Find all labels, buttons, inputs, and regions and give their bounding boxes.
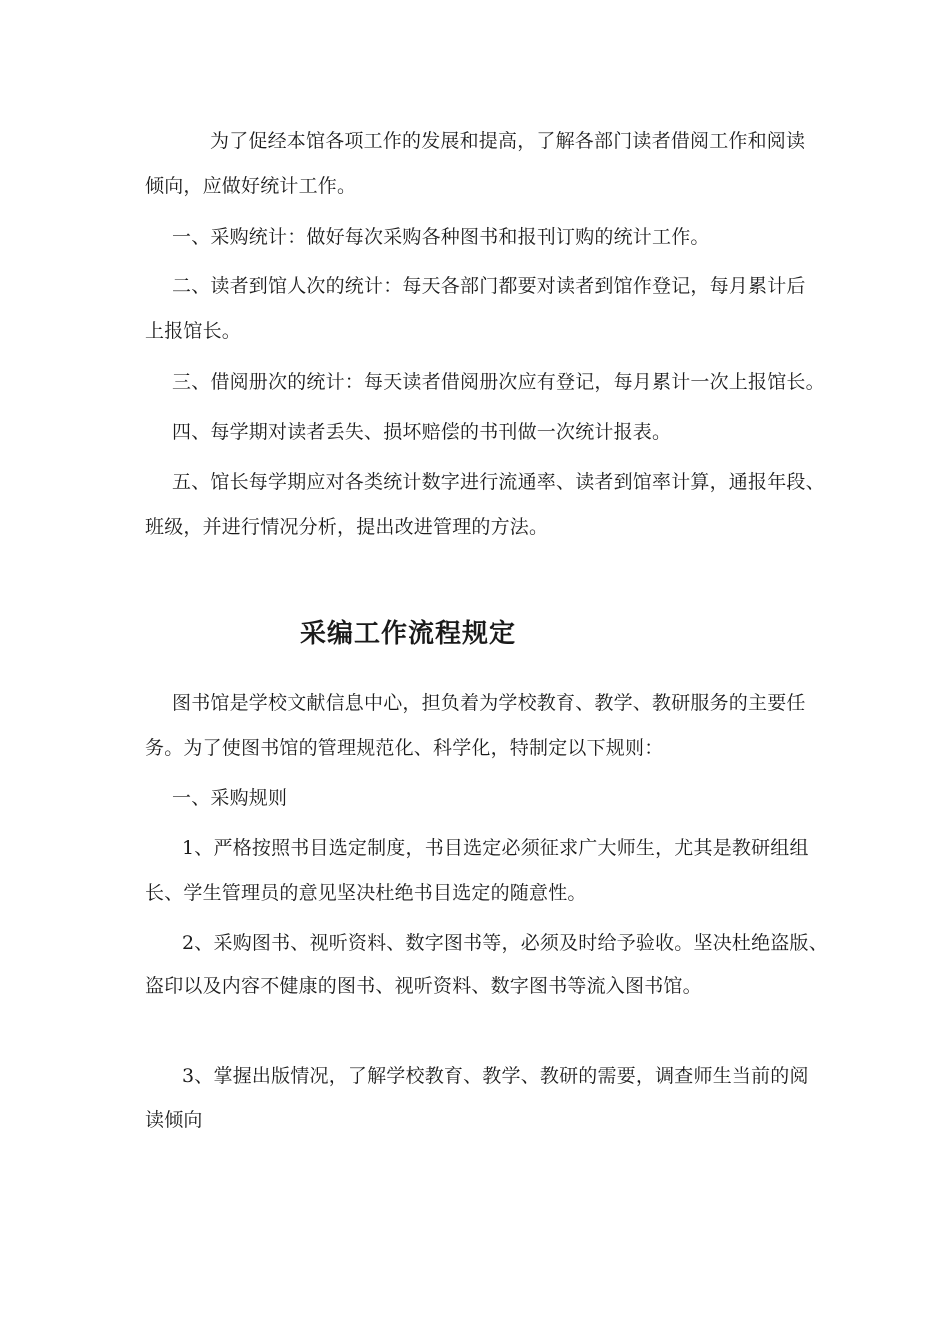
stat-item-4: 四、每学期对读者丢失、损坏赔偿的书刊做一次统计报表。 [172,421,672,443]
stat-item-1: 一、采购统计：做好每次采购各种图书和报刊订购的统计工作。 [172,226,710,248]
stat-item-3: 三、借阅册次的统计：每天读者借阅册次应有登记，每月累计一次上报馆长。 [172,371,825,393]
purchase-rules-subheading: 一、采购规则 [172,787,288,809]
stat-item-5-line-1: 五、馆长每学期应对各类统计数字进行流通率、读者到馆率计算，通报年段、 [172,471,825,493]
rule-1-line-2: 长、学生管理员的意见坚决杜绝书目选定的随意性。 [145,882,587,904]
intro-paragraph-line-1: 为了促经本馆各项工作的发展和提高，了解各部门读者借阅工作和阅读 [210,130,806,152]
section2-intro-line-1: 图书馆是学校文献信息中心，担负着为学校教育、教学、教研服务的主要任 [172,692,806,714]
rule-2-line-1: 2、采购图书、视听资料、数字图书等，必须及时给予验收。坚决杜绝盗版、 [182,932,828,954]
rule-3-line-2: 读倾向 [145,1109,203,1131]
section2-intro-line-2: 务。为了使图书馆的管理规范化、科学化，特制定以下规则： [145,737,664,759]
stat-item-5-line-2: 班级，并进行情况分析，提出改进管理的方法。 [145,516,549,538]
rule-1-line-1: 1、严格按照书目选定制度，书目选定必须征求广大师生，尤其是教研组组 [182,837,809,859]
stat-item-2-line-2: 上报馆长。 [145,320,242,342]
stat-item-2-line-1: 二、读者到馆人次的统计：每天各部门都要对读者到馆作登记，每月累计后 [172,275,806,297]
rule-3-line-1: 3、掌握出版情况，了解学校教育、教学、教研的需要，调查师生当前的阅 [182,1065,809,1087]
intro-paragraph-line-2: 倾向，应做好统计工作。 [145,175,357,197]
section-title: 采编工作流程规定 [300,619,517,649]
rule-2-line-2: 盗印以及内容不健康的图书、视听资料、数字图书等流入图书馆。 [145,975,702,997]
